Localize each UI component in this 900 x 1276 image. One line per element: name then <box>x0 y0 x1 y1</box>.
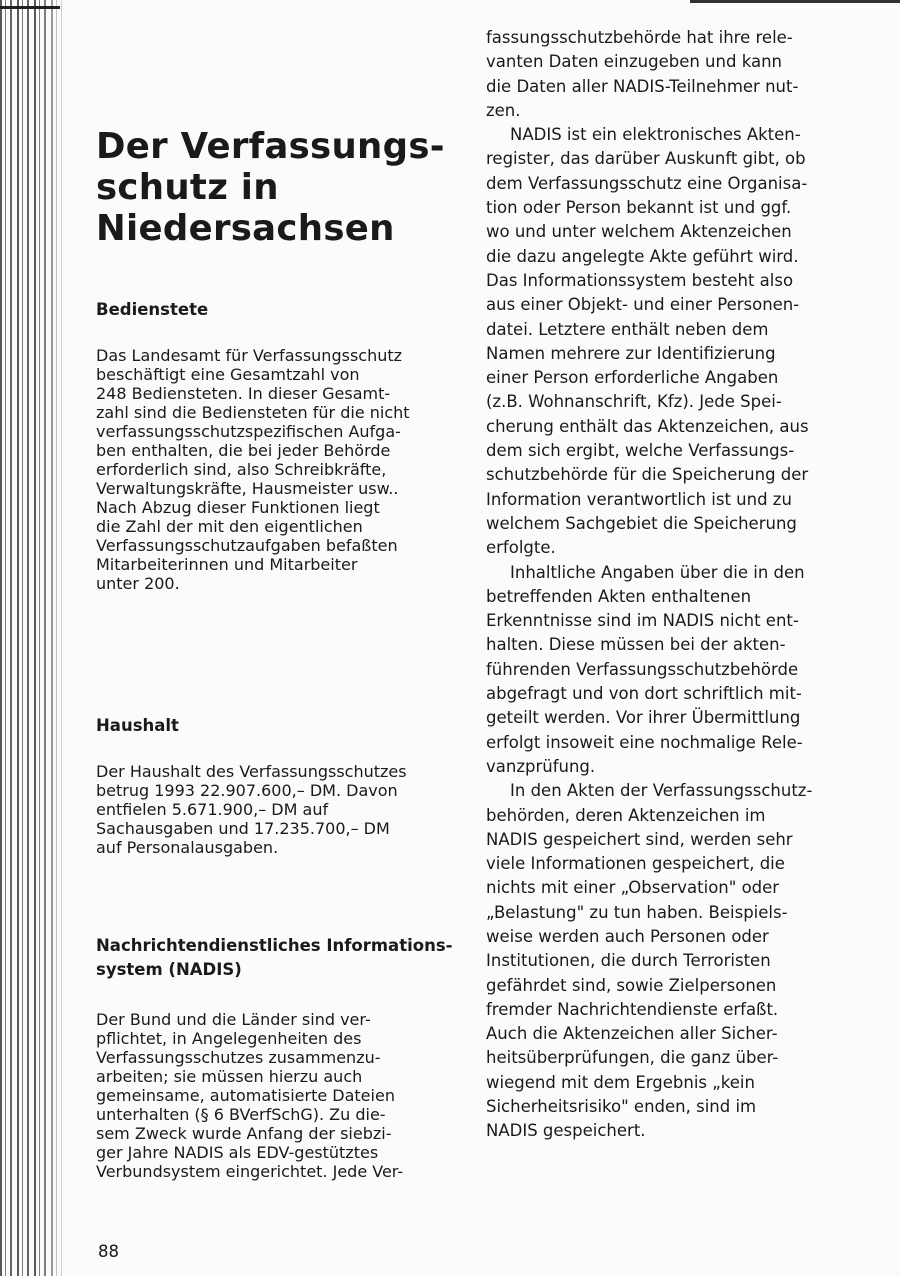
text-line: zen. <box>486 100 521 120</box>
text-line: Der Bund und die Länder sind ver- <box>96 1010 371 1029</box>
text-line: Namen mehrere zur Identifizierung <box>486 343 776 363</box>
text-line: entfielen 5.671.900,– DM auf <box>96 800 329 819</box>
text-line: 248 Bediensteten. In dieser Gesamt- <box>96 384 391 403</box>
title-line: schutz in <box>96 167 279 208</box>
heading-haushalt: Haushalt <box>96 716 179 735</box>
text-line: behörden, deren Aktenzeichen im <box>486 805 766 825</box>
text-line: gemeinsame, automatisierte Dateien <box>96 1086 395 1105</box>
text-line: ger Jahre NADIS als EDV-gestütztes <box>96 1143 379 1162</box>
heading-line: system (NADIS) <box>96 960 242 980</box>
paragraph-nadis-register <box>486 123 856 560</box>
text-line: geteilt werden. Vor ihrer Übermittlung <box>486 708 801 728</box>
text-line: NADIS gespeichert sind, werden sehr <box>486 829 793 849</box>
text-line: die dazu angelegte Akte geführt wird. <box>486 246 799 266</box>
text-line: Der Haushalt des Verfassungsschutzes <box>96 762 407 781</box>
text-line: führenden Verfassungsschutzbehörde <box>486 659 799 679</box>
text-line: sem Zweck wurde Anfang der siebzi- <box>96 1124 392 1143</box>
text-line: Institutionen, die durch Terroristen <box>486 951 771 971</box>
text-line: cherung enthält das Aktenzeichen, aus <box>486 416 809 436</box>
text-line: viele Informationen gespeichert, die <box>486 854 785 874</box>
text-line: tion oder Person bekannt ist und ggf. <box>486 198 792 218</box>
text-line: Information verantwortlich ist und zu <box>486 489 792 509</box>
text-line: Verfassungsschutzaufgaben befaßten <box>96 536 398 555</box>
text-line: auf Personalausgaben. <box>96 838 279 857</box>
paragraph-continuation <box>486 26 856 123</box>
heading-bedienstete: Bedienstete <box>96 300 209 319</box>
text-line: Das Landesamt für Verfassungsschutz <box>96 346 403 365</box>
paragraph-nadis <box>96 1010 468 1181</box>
text-line: vanten Daten einzugeben und kann <box>486 52 782 72</box>
text-line: betreffenden Akten enthaltenen <box>486 586 752 606</box>
text-line: wiegend mit dem Ergebnis „kein <box>486 1072 755 1092</box>
text-line: weise werden auch Personen oder <box>486 926 769 946</box>
text-line: Verwaltungskräfte, Hausmeister usw.. <box>96 479 399 498</box>
right-column <box>486 26 856 1144</box>
text-line: verfassungsschutzspezifischen Aufga- <box>96 422 401 441</box>
text-line: Sachausgaben und 17.235.700,– DM <box>96 819 390 838</box>
text-line: abgefragt und von dort schriftlich mit- <box>486 684 802 704</box>
text-line: Nach Abzug dieser Funktionen liegt <box>96 498 380 517</box>
text-line: Verbundsystem eingerichtet. Jede Ver- <box>96 1162 404 1181</box>
text-line: register, das darüber Auskunft gibt, ob <box>486 149 806 169</box>
heading-line: Nachrichtendienstliches Informations- <box>96 936 453 955</box>
text-line: In den Akten der Verfassungsschutz- <box>510 781 813 801</box>
text-line: Inhaltliche Angaben über die in den <box>510 562 805 582</box>
text-line: (z.B. Wohnanschrift, Kfz). Jede Spei- <box>486 392 782 412</box>
paragraph-akten <box>486 779 856 1143</box>
title-line: Niedersachsen <box>96 208 395 249</box>
text-line: die Zahl der mit den eigentlichen <box>96 517 363 536</box>
text-line: NADIS ist ein elektronisches Akten- <box>510 125 801 145</box>
text-line: dem Verfassungsschutz eine Organisa- <box>486 173 808 193</box>
text-line: NADIS gespeichert. <box>486 1121 646 1141</box>
text-line: Auch die Aktenzeichen aller Sicher- <box>486 1024 778 1044</box>
text-line: heitsüberprüfungen, die ganz über- <box>486 1048 779 1068</box>
text-line: Verfassungsschutzes zusammenzu- <box>96 1048 381 1067</box>
text-line: „Belastung" zu tun haben. Beispiels- <box>486 902 788 922</box>
text-line: die Daten aller NADIS-Teilnehmer nut- <box>486 76 799 96</box>
text-line: nichts mit einer „Observation" oder <box>486 878 780 898</box>
text-line: ben enthalten, die bei jeder Behörde <box>96 441 391 460</box>
text-line: erfolgte. <box>486 538 556 558</box>
paragraph-inhaltliche-angaben <box>486 561 856 780</box>
text-line: Das Informationssystem besteht also <box>486 270 794 290</box>
text-line: beschäftigt eine Gesamtzahl von <box>96 365 360 384</box>
binding-shadow <box>40 0 70 1276</box>
text-line: arbeiten; sie müssen hierzu auch <box>96 1067 363 1086</box>
title-line: Der Verfassungs- <box>96 126 445 167</box>
paragraph-bedienstete <box>96 346 468 593</box>
text-line: unterhalten (§ 6 BVerfSchG). Zu die- <box>96 1105 386 1124</box>
page-number: 88 <box>98 1242 119 1261</box>
page-title <box>96 126 445 249</box>
text-line: aus einer Objekt- und einer Personen- <box>486 295 800 315</box>
text-line: Erkenntnisse sind im NADIS nicht ent- <box>486 611 799 631</box>
text-line: dem sich ergibt, welche Verfassungs- <box>486 441 795 461</box>
text-line: Sicherheitsrisiko" enden, sind im <box>486 1097 757 1117</box>
text-line: schutzbehörde für die Speicherung der <box>486 465 809 485</box>
text-line: Mitarbeiterinnen und Mitarbeiter <box>96 555 358 574</box>
text-line: gefährdet sind, sowie Zielpersonen <box>486 975 777 995</box>
text-line: fassungsschutzbehörde hat ihre rele- <box>486 28 793 47</box>
text-line: einer Person erforderliche Angaben <box>486 368 779 388</box>
text-line: unter 200. <box>96 574 180 593</box>
heading-nadis <box>96 934 452 983</box>
text-line: fremder Nachrichtendienste erfaßt. <box>486 999 779 1019</box>
text-line: betrug 1993 22.907.600,– DM. Davon <box>96 781 398 800</box>
text-line: halten. Diese müssen bei der akten- <box>486 635 786 655</box>
top-rule-left <box>0 6 60 9</box>
text-line: datei. Letztere enthält neben dem <box>486 319 769 339</box>
top-rule-right <box>690 0 900 3</box>
text-line: welchem Sachgebiet die Speicherung <box>486 513 797 533</box>
text-line: zahl sind die Bediensteten für die nicht <box>96 403 410 422</box>
text-line: erfolgt insoweit eine nochmalige Rele- <box>486 732 803 752</box>
text-line: erforderlich sind, also Schreibkräfte, <box>96 460 387 479</box>
text-line: pflichtet, in Angelegenheiten des <box>96 1029 362 1048</box>
paragraph-haushalt <box>96 762 468 857</box>
text-line: wo und unter welchem Aktenzeichen <box>486 222 792 242</box>
text-line: vanzprüfung. <box>486 756 596 776</box>
